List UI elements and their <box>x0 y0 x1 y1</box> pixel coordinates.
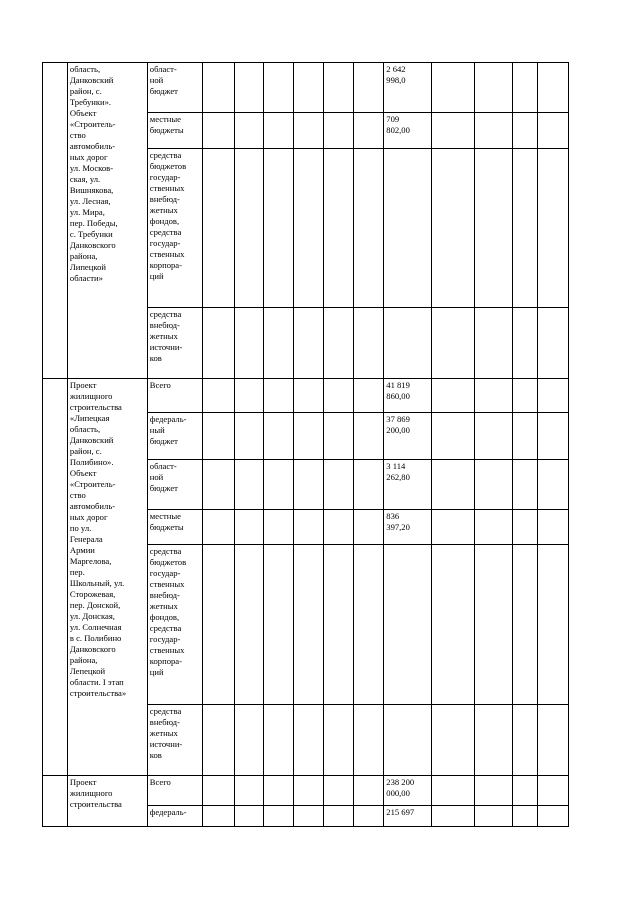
empty-cell <box>294 776 324 806</box>
empty-cell <box>263 149 293 308</box>
empty-cell <box>537 806 568 827</box>
empty-cell <box>431 510 474 545</box>
empty-cell <box>474 149 512 308</box>
empty-cell <box>263 705 293 776</box>
amount-cell <box>384 705 432 776</box>
empty-cell <box>431 460 474 510</box>
empty-cell <box>512 379 537 413</box>
empty-cell <box>324 806 354 827</box>
empty-cell <box>324 705 354 776</box>
empty-cell <box>512 149 537 308</box>
empty-cell <box>324 113 354 149</box>
empty-cell <box>431 113 474 149</box>
empty-cell <box>354 460 384 510</box>
empty-cell <box>512 545 537 705</box>
funding-source-cell: средства внебюд- жетных источни- ков <box>147 705 202 776</box>
funding-source-cell: Всего <box>147 379 202 413</box>
empty-cell <box>474 705 512 776</box>
empty-cell <box>234 63 263 113</box>
empty-cell <box>202 113 234 149</box>
empty-cell <box>234 806 263 827</box>
table-row <box>43 379 569 413</box>
empty-cell <box>202 149 234 308</box>
empty-cell <box>234 413 263 460</box>
empty-cell <box>512 460 537 510</box>
empty-cell <box>263 806 293 827</box>
funding-source-cell: област- ной бюджет <box>147 63 202 113</box>
empty-cell <box>431 413 474 460</box>
empty-cell <box>324 545 354 705</box>
empty-cell <box>512 806 537 827</box>
empty-cell <box>537 545 568 705</box>
empty-cell <box>431 806 474 827</box>
empty-cell <box>474 413 512 460</box>
amount-cell: 3 114 262,80 <box>384 460 432 510</box>
empty-cell <box>263 63 293 113</box>
empty-cell <box>263 113 293 149</box>
table-row <box>43 776 569 806</box>
empty-cell <box>474 776 512 806</box>
empty-cell <box>537 510 568 545</box>
row-number-cell <box>43 379 68 776</box>
empty-cell <box>263 308 293 379</box>
empty-cell <box>324 776 354 806</box>
empty-cell <box>354 705 384 776</box>
empty-cell <box>294 806 324 827</box>
empty-cell <box>324 413 354 460</box>
empty-cell <box>202 413 234 460</box>
empty-cell <box>474 379 512 413</box>
empty-cell <box>537 113 568 149</box>
row-number-cell <box>43 63 68 379</box>
empty-cell <box>354 776 384 806</box>
empty-cell <box>512 308 537 379</box>
empty-cell <box>431 705 474 776</box>
amount-cell <box>384 149 432 308</box>
empty-cell <box>512 776 537 806</box>
empty-cell <box>354 63 384 113</box>
empty-cell <box>234 776 263 806</box>
empty-cell <box>431 149 474 308</box>
funding-source-cell: средства бюджетов государ- ственных внебюд- жетных фондов, средства государ- ственных корпора- ций <box>147 545 202 705</box>
empty-cell <box>263 776 293 806</box>
funding-source-cell: Всего <box>147 776 202 806</box>
empty-cell <box>234 545 263 705</box>
empty-cell <box>537 460 568 510</box>
empty-cell <box>354 510 384 545</box>
funding-source-cell: федераль- ный бюджет <box>147 413 202 460</box>
empty-cell <box>294 460 324 510</box>
amount-cell: 238 200 000,00 <box>384 776 432 806</box>
empty-cell <box>294 705 324 776</box>
empty-cell <box>202 776 234 806</box>
empty-cell <box>537 776 568 806</box>
empty-cell <box>294 63 324 113</box>
empty-cell <box>431 63 474 113</box>
empty-cell <box>202 460 234 510</box>
empty-cell <box>234 379 263 413</box>
empty-cell <box>537 308 568 379</box>
object-name-cell: Проект жилищного строительства «Липецкая область, Данковский район, с. Полибино». Объект «Строитель- ство автомобиль- ных дорог по ул. Генерала Армии Маргелова, пер. Школьный, ул. Сторожевая, пер. Донской, ул. Донская, ул. Солнечная в с. Полибино Данковского района, Лепецкой области. I этап строительства» <box>67 379 147 776</box>
empty-cell <box>234 149 263 308</box>
empty-cell <box>537 63 568 113</box>
empty-cell <box>512 63 537 113</box>
empty-cell <box>263 545 293 705</box>
empty-cell <box>202 705 234 776</box>
funding-source-cell: федераль- <box>147 806 202 827</box>
empty-cell <box>294 510 324 545</box>
empty-cell <box>324 510 354 545</box>
table-row <box>43 63 569 113</box>
empty-cell <box>202 308 234 379</box>
empty-cell <box>354 113 384 149</box>
empty-cell <box>537 705 568 776</box>
empty-cell <box>354 149 384 308</box>
funding-source-cell: местные бюджеты <box>147 113 202 149</box>
empty-cell <box>474 63 512 113</box>
empty-cell <box>294 379 324 413</box>
empty-cell <box>202 545 234 705</box>
object-name-cell: Проект жилищного строительства <box>67 776 147 827</box>
empty-cell <box>234 308 263 379</box>
empty-cell <box>537 413 568 460</box>
amount-cell: 41 819 860,00 <box>384 379 432 413</box>
empty-cell <box>512 113 537 149</box>
empty-cell <box>324 308 354 379</box>
empty-cell <box>354 379 384 413</box>
empty-cell <box>474 545 512 705</box>
empty-cell <box>431 308 474 379</box>
empty-cell <box>537 149 568 308</box>
empty-cell <box>202 806 234 827</box>
amount-cell: 37 869 200,00 <box>384 413 432 460</box>
empty-cell <box>474 308 512 379</box>
amount-cell: 215 697 <box>384 806 432 827</box>
empty-cell <box>354 545 384 705</box>
empty-cell <box>294 308 324 379</box>
empty-cell <box>474 460 512 510</box>
empty-cell <box>474 806 512 827</box>
empty-cell <box>324 379 354 413</box>
empty-cell <box>202 379 234 413</box>
empty-cell <box>474 113 512 149</box>
funding-source-cell: област- ной бюджет <box>147 460 202 510</box>
empty-cell <box>294 413 324 460</box>
empty-cell <box>324 63 354 113</box>
empty-cell <box>474 510 512 545</box>
empty-cell <box>324 460 354 510</box>
empty-cell <box>263 460 293 510</box>
empty-cell <box>263 379 293 413</box>
empty-cell <box>431 545 474 705</box>
empty-cell <box>512 510 537 545</box>
empty-cell <box>234 460 263 510</box>
empty-cell <box>354 806 384 827</box>
amount-cell <box>384 308 432 379</box>
empty-cell <box>234 510 263 545</box>
empty-cell <box>202 63 234 113</box>
amount-cell: 709 802,00 <box>384 113 432 149</box>
budget-table <box>42 62 569 827</box>
empty-cell <box>512 413 537 460</box>
empty-cell <box>263 413 293 460</box>
amount-cell: 836 397,20 <box>384 510 432 545</box>
empty-cell <box>354 413 384 460</box>
empty-cell <box>512 705 537 776</box>
empty-cell <box>324 149 354 308</box>
empty-cell <box>263 510 293 545</box>
row-number-cell <box>43 776 68 827</box>
funding-source-cell: местные бюджеты <box>147 510 202 545</box>
empty-cell <box>431 379 474 413</box>
amount-cell: 2 642 998,0 <box>384 63 432 113</box>
empty-cell <box>234 113 263 149</box>
object-name-cell: область, Данковский район, с. Требунки». Объект «Строитель- ство автомобиль- ных дорог ул. Москов- ская, ул. Вишнякова, ул. Лесная, ул. Мира, пер. Победы, с. Требунки Данковского района, Липецкой области» <box>67 63 147 379</box>
funding-source-cell: средства внебюд- жетных источни- ков <box>147 308 202 379</box>
empty-cell <box>431 776 474 806</box>
empty-cell <box>537 379 568 413</box>
empty-cell <box>294 149 324 308</box>
empty-cell <box>294 545 324 705</box>
empty-cell <box>354 308 384 379</box>
empty-cell <box>294 113 324 149</box>
empty-cell <box>202 510 234 545</box>
funding-source-cell: средства бюджетов государ- ственных внебюд- жетных фондов, средства государ- ственных корпора- ций <box>147 149 202 308</box>
amount-cell <box>384 545 432 705</box>
empty-cell <box>234 705 263 776</box>
